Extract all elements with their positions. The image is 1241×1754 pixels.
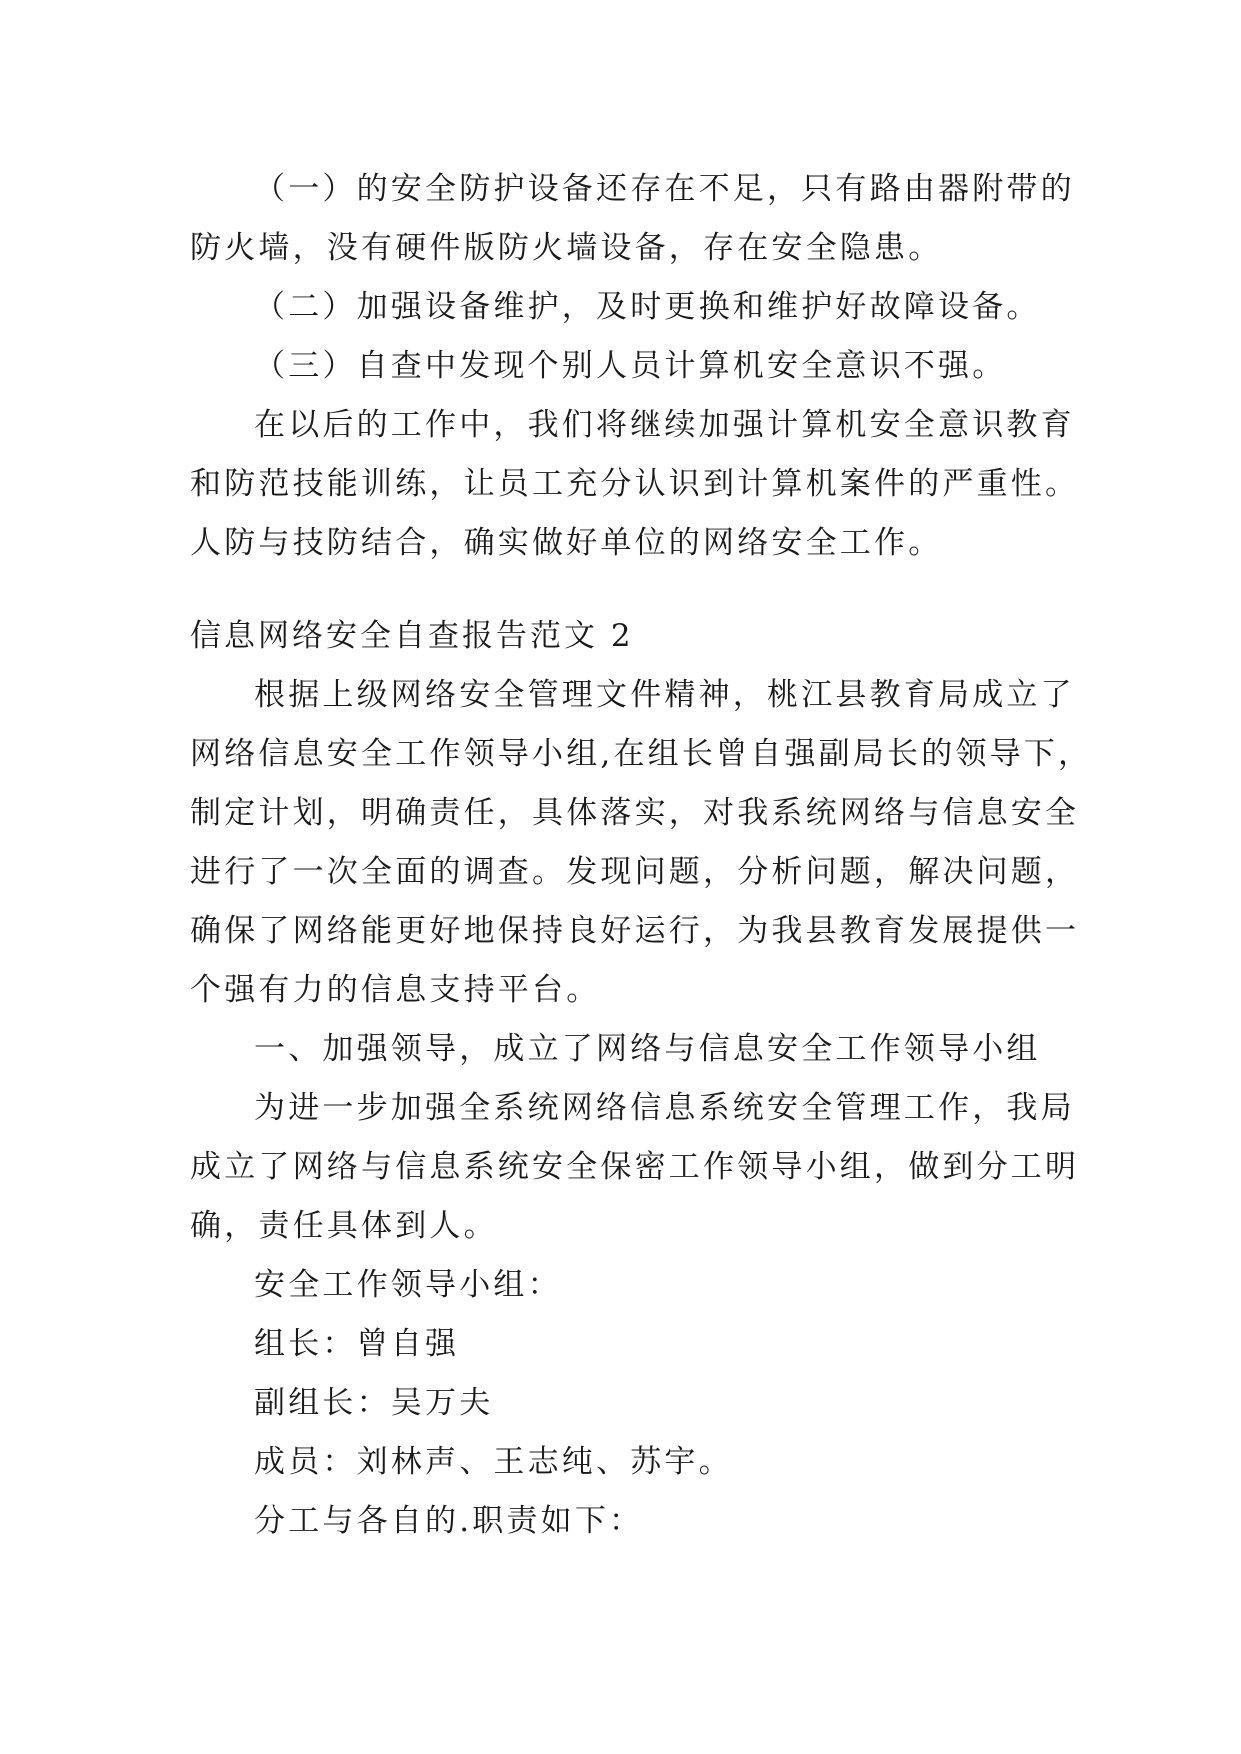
paragraph-line: 防火墙，没有硬件版防火墙设备，存在安全隐患。 (190, 230, 943, 266)
document-page (190, 160, 1093, 1551)
paragraph-line: 人防与技防结合，确实做好单位的网络安全工作。 (190, 525, 943, 561)
paragraph-line: 在以后的工作中，我们将继续加强计算机安全意识教育 (254, 407, 1075, 443)
paragraph-line: 和防范技能训练，让员工充分认识到计算机案件的严重性。 (190, 466, 1080, 502)
paragraph-line: 个强有力的信息支持平台。 (190, 972, 601, 1008)
paragraph-line: 成立了网络与信息系统安全保密工作领导小组，做到分工明 (190, 1149, 1080, 1185)
paragraph-line: 分工与各自的.职责如下： (254, 1503, 644, 1539)
paragraph-line: （三）自查中发现个别人员计算机安全意识不强。 (254, 348, 1007, 384)
paragraph-line: 进行了一次全面的调查。发现问题，分析问题，解决问题， (190, 854, 1080, 890)
paragraph-line: 制定计划，明确责任，具体落实，对我系统网络与信息安全 (190, 795, 1080, 831)
paragraph-line: 为进一步加强全系统网络信息系统安全管理工作，我局 (254, 1090, 1075, 1126)
paragraph-line: 组长：曾自强 (254, 1326, 460, 1362)
section-title: 信息网络安全自查报告范文 2 (190, 618, 634, 654)
paragraph-line: （一）的安全防护设备还存在不足，只有路由器附带的 (254, 171, 1075, 207)
paragraph-line: 根据上级网络安全管理文件精神，桃江县教育局成立了 (254, 677, 1075, 713)
paragraph-line: 副组长：吴万夫 (254, 1385, 494, 1421)
subheading-line: 一、加强领导，成立了网络与信息安全工作领导小组 (254, 1031, 1041, 1067)
paragraph-line: 确，责任具体到人。 (190, 1208, 498, 1244)
paragraph-line: （二）加强设备维护，及时更换和维护好故障设备。 (254, 289, 1041, 325)
paragraph-line: 成员：刘林声、王志纯、苏宇。 (254, 1444, 733, 1480)
paragraph-line: 确保了网络能更好地保持良好运行，为我县教育发展提供一 (190, 913, 1080, 949)
section-gap (190, 573, 1090, 607)
paragraph-line: 网络信息安全工作领导小组,在组长曾自强副局长的领导下， (190, 736, 1093, 772)
paragraph-line: 安全工作领导小组： (254, 1267, 562, 1303)
